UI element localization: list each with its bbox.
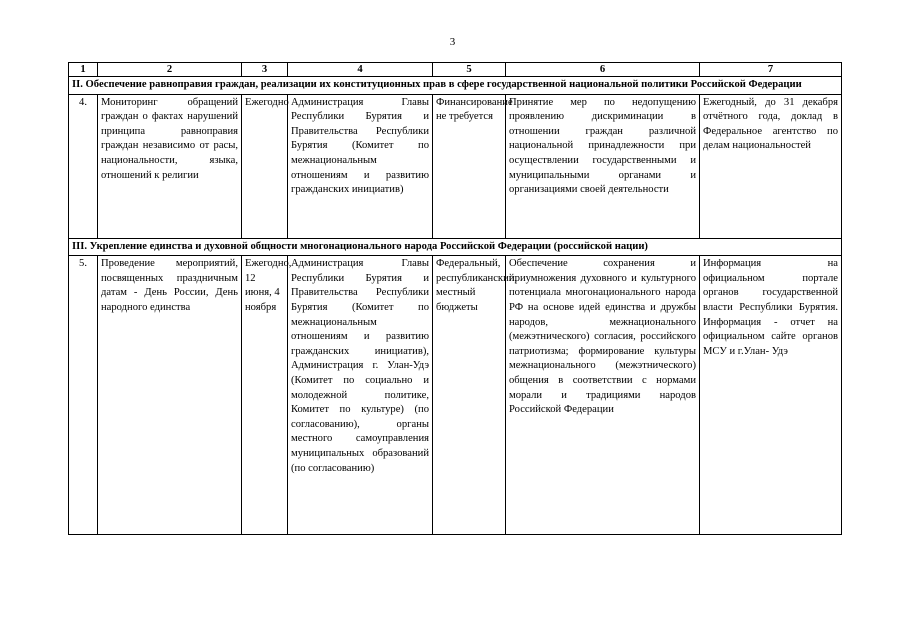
section-title: III. Укрепление единства и духовной общности многонационального народа Российской Федерации (российской нации) — [69, 238, 842, 256]
column-number: 3 — [242, 63, 288, 77]
column-numbers-row — [69, 63, 842, 77]
page-number: 3 — [449, 36, 456, 48]
column-number: 7 — [700, 63, 842, 77]
column-number: 1 — [69, 63, 98, 77]
period-cell: Ежегодно, 12 июня, 4 ноября — [242, 256, 288, 535]
funding-cell: Федеральный, республиканский, местный бюджеты — [433, 256, 506, 535]
row-number: 5. — [69, 256, 98, 535]
table-row — [69, 256, 842, 535]
section-title-row — [69, 238, 842, 256]
event-cell: Мониторинг обращений граждан о фактах нарушений принципа равноправия граждан независимо от расы, национальности, языка, отношений к религии — [98, 94, 242, 238]
period-cell: Ежегодно — [242, 94, 288, 238]
plan-table — [68, 62, 842, 535]
result-cell: Обеспечение сохранения и приумножения духовного и культурного потенциала многонационального народа РФ на основе идей единства и дружбы народов, межнационального (межэтнического) согласия, российского патриотизма; формирование культуры межнационального (межэтнического) общения в соответствии с нормами морали и традициями народов Российской Федерации — [506, 256, 700, 535]
column-number: 4 — [288, 63, 433, 77]
section-title: II. Обеспечение равноправия граждан, реализации их конституционных прав в сфере государственной национальной политики Российской Федерации — [69, 77, 842, 95]
section-title-row — [69, 77, 842, 95]
table-row — [69, 94, 842, 238]
column-number: 2 — [98, 63, 242, 77]
column-number: 6 — [506, 63, 700, 77]
column-number: 5 — [433, 63, 506, 77]
funding-cell: Финансирование не требуется — [433, 94, 506, 238]
result-cell: Принятие мер по недопущению проявлению дискриминации в отношении граждан различной национальной принадлежности при осуществлении государственными и муниципальными органами и организациями своей деятельности — [506, 94, 700, 238]
executors-cell: Администрация Главы Республики Бурятия и Правительства Республики Бурятия (Комитет по межнациональным отношениям и развитию гражданских инициатив), Администрация г. Улан-Удэ (Комитет по социально и молодежной политике, Комитет по культуре) (по согласованию), органы местного самоуправления муниципальных образований (по согласованию) — [288, 256, 433, 535]
report-cell: Ежегодный, до 31 декабря отчётного года, доклад в Федеральное агентство по делам национальностей — [700, 94, 842, 238]
row-number: 4. — [69, 94, 98, 238]
report-cell: Информация на официальном портале органов государственной власти Республики Бурятия. Информация - отчет на официальном сайте органов МСУ и г.Улан- Удэ — [700, 256, 842, 535]
event-cell: Проведение мероприятий, посвященных праздничным датам - День России, День народного единства — [98, 256, 242, 535]
executors-cell: Администрация Главы Республики Бурятия и Правительства Республики Бурятия (Комитет по межнациональным отношениям и развитию гражданских инициатив) — [288, 94, 433, 238]
